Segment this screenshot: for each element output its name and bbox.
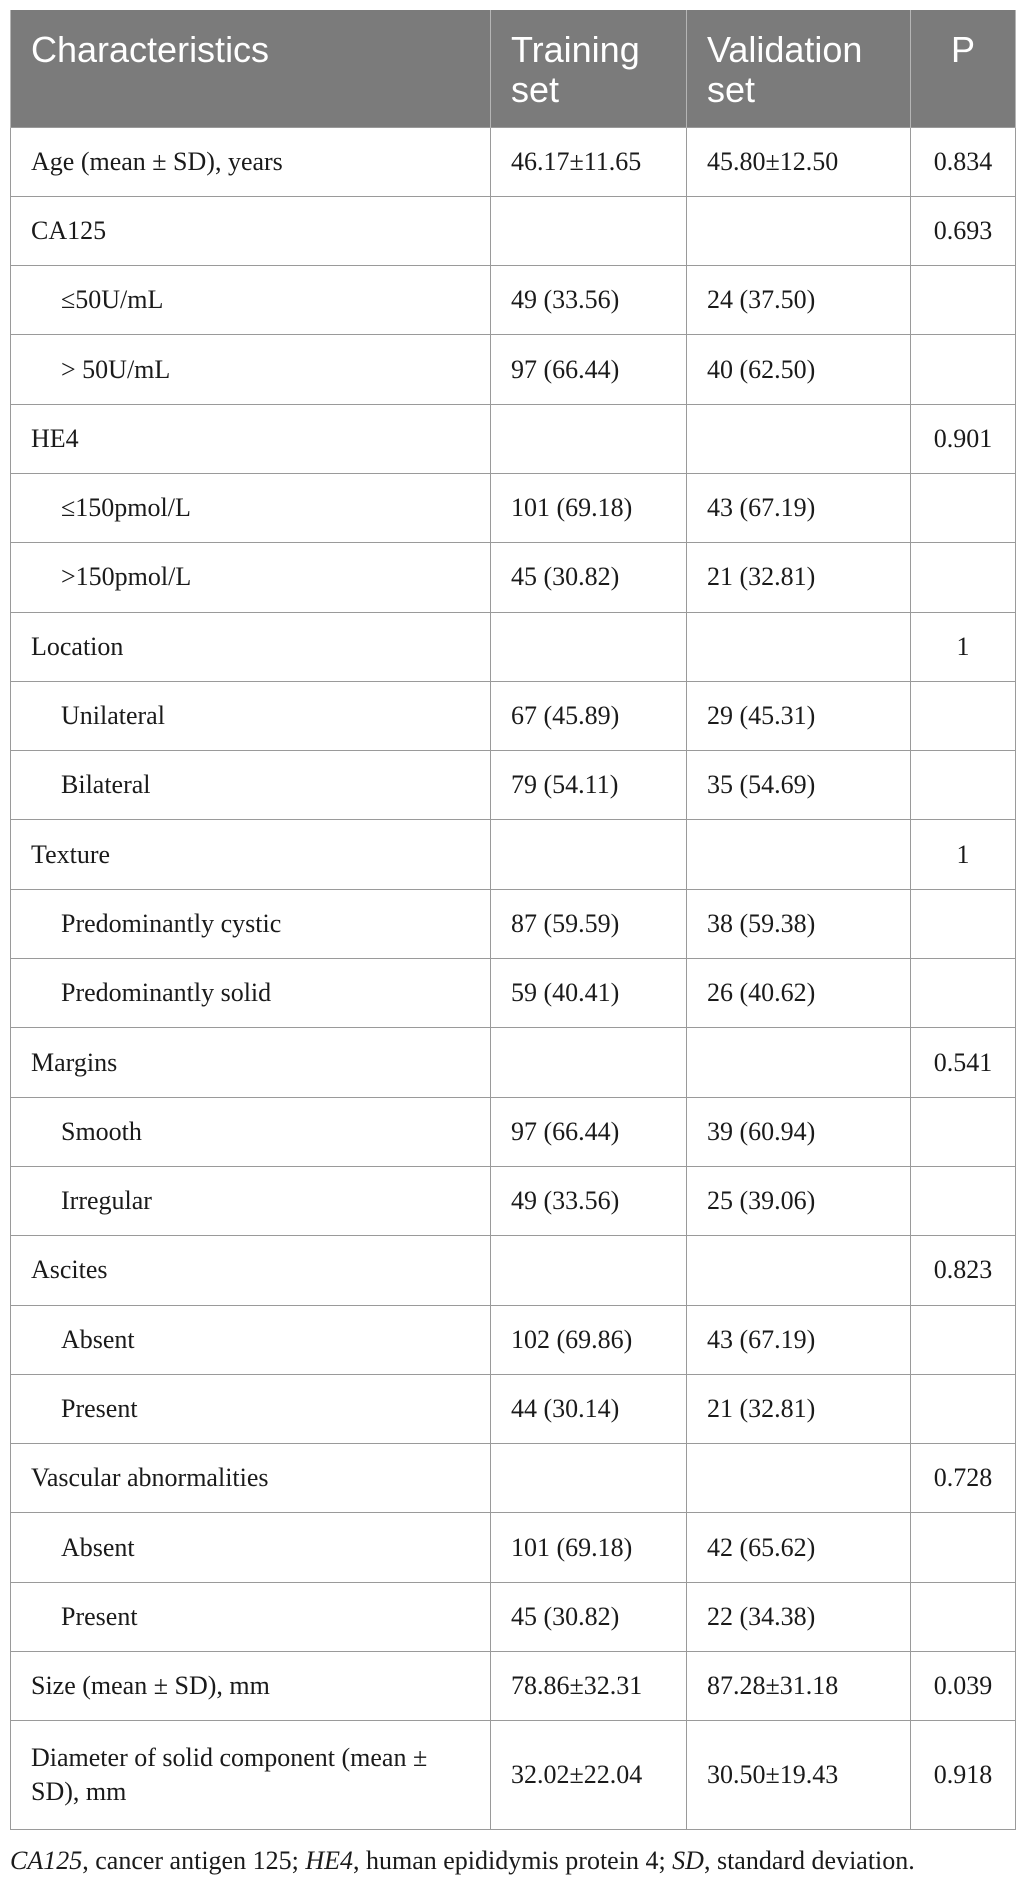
- cell-characteristic: Ascites: [11, 1236, 491, 1305]
- cell-characteristic: Smooth: [11, 1097, 491, 1166]
- cell-p-value: 0.823: [911, 1236, 1016, 1305]
- header-training-set: [491, 10, 687, 127]
- table-row: [11, 1166, 1016, 1235]
- table-row: [11, 543, 1016, 612]
- cell-characteristic: CA125: [11, 196, 491, 265]
- cell-p-value: [911, 1166, 1016, 1235]
- cell-p-value: [911, 1513, 1016, 1582]
- cell-training-set: 67 (45.89): [491, 681, 687, 750]
- footnote-abbr-he4: HE4: [305, 1846, 353, 1875]
- cell-training-set: 79 (54.11): [491, 751, 687, 820]
- table-row: [11, 1652, 1016, 1721]
- cell-training-set: [491, 404, 687, 473]
- cell-p-value: [911, 543, 1016, 612]
- cell-validation-set: [687, 820, 911, 889]
- cell-validation-set: [687, 196, 911, 265]
- table-row: [11, 335, 1016, 404]
- cell-training-set: [491, 612, 687, 681]
- table-row: [11, 889, 1016, 958]
- cell-p-value: 0.901: [911, 404, 1016, 473]
- cell-p-value: 1: [911, 820, 1016, 889]
- cell-validation-set: 35 (54.69): [687, 751, 911, 820]
- header-p-label: P: [950, 29, 975, 70]
- cell-validation-set: [687, 404, 911, 473]
- table-header: [11, 10, 1016, 127]
- cell-training-set: 102 (69.86): [491, 1305, 687, 1374]
- cell-characteristic: Absent: [11, 1513, 491, 1582]
- table-row: [11, 196, 1016, 265]
- cell-validation-set: 25 (39.06): [687, 1166, 911, 1235]
- cell-characteristic: HE4: [11, 404, 491, 473]
- cell-p-value: [911, 1374, 1016, 1443]
- cell-characteristic: Present: [11, 1582, 491, 1651]
- table-row: [11, 1444, 1016, 1513]
- footnote-abbr-ca125: CA125: [10, 1846, 83, 1875]
- cell-training-set: 44 (30.14): [491, 1374, 687, 1443]
- cell-p-value: [911, 473, 1016, 542]
- header-validation-line2: set: [707, 69, 756, 110]
- header-validation-line1: Validation: [707, 29, 863, 70]
- cell-training-set: 45 (30.82): [491, 543, 687, 612]
- cell-characteristic: Irregular: [11, 1166, 491, 1235]
- cell-characteristic: Bilateral: [11, 751, 491, 820]
- cell-training-set: [491, 1028, 687, 1097]
- cell-characteristic: Unilateral: [11, 681, 491, 750]
- cell-training-set: [491, 196, 687, 265]
- cell-validation-set: 24 (37.50): [687, 266, 911, 335]
- cell-characteristic: >150pmol/L: [11, 543, 491, 612]
- cell-validation-set: 26 (40.62): [687, 959, 911, 1028]
- cell-training-set: 49 (33.56): [491, 266, 687, 335]
- cell-characteristic: Diameter of solid component (mean ± SD), mm: [11, 1721, 491, 1830]
- cell-validation-set: 43 (67.19): [687, 473, 911, 542]
- cell-validation-set: [687, 1444, 911, 1513]
- cell-training-set: 45 (30.82): [491, 1582, 687, 1651]
- cell-training-set: 78.86±32.31: [491, 1652, 687, 1721]
- cell-characteristic: Size (mean ± SD), mm: [11, 1652, 491, 1721]
- cell-validation-set: 38 (59.38): [687, 889, 911, 958]
- footnote-def-ca125: , cancer antigen 125;: [82, 1846, 306, 1875]
- table-row: [11, 1097, 1016, 1166]
- cell-validation-set: 22 (34.38): [687, 1582, 911, 1651]
- cell-training-set: [491, 820, 687, 889]
- cell-p-value: [911, 889, 1016, 958]
- cell-p-value: [911, 266, 1016, 335]
- cell-p-value: 0.728: [911, 1444, 1016, 1513]
- footnote-def-he4: , human epididymis protein 4;: [352, 1846, 673, 1875]
- cell-characteristic: Location: [11, 612, 491, 681]
- table-row: [11, 1582, 1016, 1651]
- cell-training-set: 97 (66.44): [491, 1097, 687, 1166]
- cell-characteristic: ≤50U/mL: [11, 266, 491, 335]
- cell-validation-set: 42 (65.62): [687, 1513, 911, 1582]
- cell-p-value: [911, 1305, 1016, 1374]
- table-row: [11, 612, 1016, 681]
- cell-validation-set: [687, 1236, 911, 1305]
- cell-p-value: [911, 751, 1016, 820]
- characteristics-table: [10, 10, 1016, 1830]
- table-row: [11, 473, 1016, 542]
- table-row: [11, 266, 1016, 335]
- cell-training-set: [491, 1444, 687, 1513]
- cell-training-set: 49 (33.56): [491, 1166, 687, 1235]
- header-validation-set: [687, 10, 911, 127]
- cell-p-value: 1: [911, 612, 1016, 681]
- cell-validation-set: 39 (60.94): [687, 1097, 911, 1166]
- cell-validation-set: 45.80±12.50: [687, 127, 911, 196]
- cell-p-value: [911, 1582, 1016, 1651]
- cell-validation-set: 43 (67.19): [687, 1305, 911, 1374]
- cell-p-value: 0.541: [911, 1028, 1016, 1097]
- cell-characteristic: Absent: [11, 1305, 491, 1374]
- cell-characteristic: Margins: [11, 1028, 491, 1097]
- table-row: [11, 1513, 1016, 1582]
- cell-validation-set: 30.50±19.43: [687, 1721, 911, 1830]
- footnote-def-sd: , standard deviation.: [703, 1846, 915, 1875]
- cell-training-set: 101 (69.18): [491, 1513, 687, 1582]
- cell-training-set: 87 (59.59): [491, 889, 687, 958]
- cell-characteristic: Present: [11, 1374, 491, 1443]
- table-row: [11, 404, 1016, 473]
- cell-characteristic: Age (mean ± SD), years: [11, 127, 491, 196]
- table-row: [11, 959, 1016, 1028]
- cell-training-set: 59 (40.41): [491, 959, 687, 1028]
- header-training-line1: Training: [511, 29, 640, 70]
- cell-p-value: [911, 335, 1016, 404]
- cell-p-value: [911, 1097, 1016, 1166]
- table-row: [11, 1236, 1016, 1305]
- header-row: [11, 10, 1016, 127]
- cell-p-value: 0.693: [911, 196, 1016, 265]
- table-row: [11, 1305, 1016, 1374]
- cell-p-value: [911, 959, 1016, 1028]
- footnote-abbr-sd: SD: [672, 1846, 704, 1875]
- cell-validation-set: [687, 612, 911, 681]
- cell-training-set: 32.02±22.04: [491, 1721, 687, 1830]
- cell-p-value: 0.039: [911, 1652, 1016, 1721]
- cell-training-set: 46.17±11.65: [491, 127, 687, 196]
- header-p: [911, 10, 1016, 127]
- cell-validation-set: 21 (32.81): [687, 1374, 911, 1443]
- table-row: [11, 1374, 1016, 1443]
- characteristics-table-container: [10, 10, 1015, 1830]
- table-footnote: [10, 1846, 915, 1876]
- cell-training-set: [491, 1236, 687, 1305]
- cell-validation-set: 21 (32.81): [687, 543, 911, 612]
- table-row: [11, 127, 1016, 196]
- cell-characteristic: ≤150pmol/L: [11, 473, 491, 542]
- table-row: [11, 1721, 1016, 1830]
- cell-validation-set: 40 (62.50): [687, 335, 911, 404]
- cell-characteristic: Predominantly cystic: [11, 889, 491, 958]
- table-row: [11, 820, 1016, 889]
- cell-validation-set: [687, 1028, 911, 1097]
- table-body: [11, 127, 1016, 1830]
- cell-p-value: 0.918: [911, 1721, 1016, 1830]
- cell-characteristic: > 50U/mL: [11, 335, 491, 404]
- cell-validation-set: 29 (45.31): [687, 681, 911, 750]
- table-row: [11, 681, 1016, 750]
- cell-p-value: [911, 681, 1016, 750]
- table-row: [11, 1028, 1016, 1097]
- header-characteristics: [11, 10, 491, 127]
- header-characteristics-label: Characteristics: [31, 29, 270, 70]
- cell-training-set: 97 (66.44): [491, 335, 687, 404]
- cell-characteristic: Texture: [11, 820, 491, 889]
- header-training-line2: set: [511, 69, 560, 110]
- cell-characteristic: Predominantly solid: [11, 959, 491, 1028]
- cell-validation-set: 87.28±31.18: [687, 1652, 911, 1721]
- cell-training-set: 101 (69.18): [491, 473, 687, 542]
- cell-p-value: 0.834: [911, 127, 1016, 196]
- table-row: [11, 751, 1016, 820]
- cell-characteristic: Vascular abnormalities: [11, 1444, 491, 1513]
